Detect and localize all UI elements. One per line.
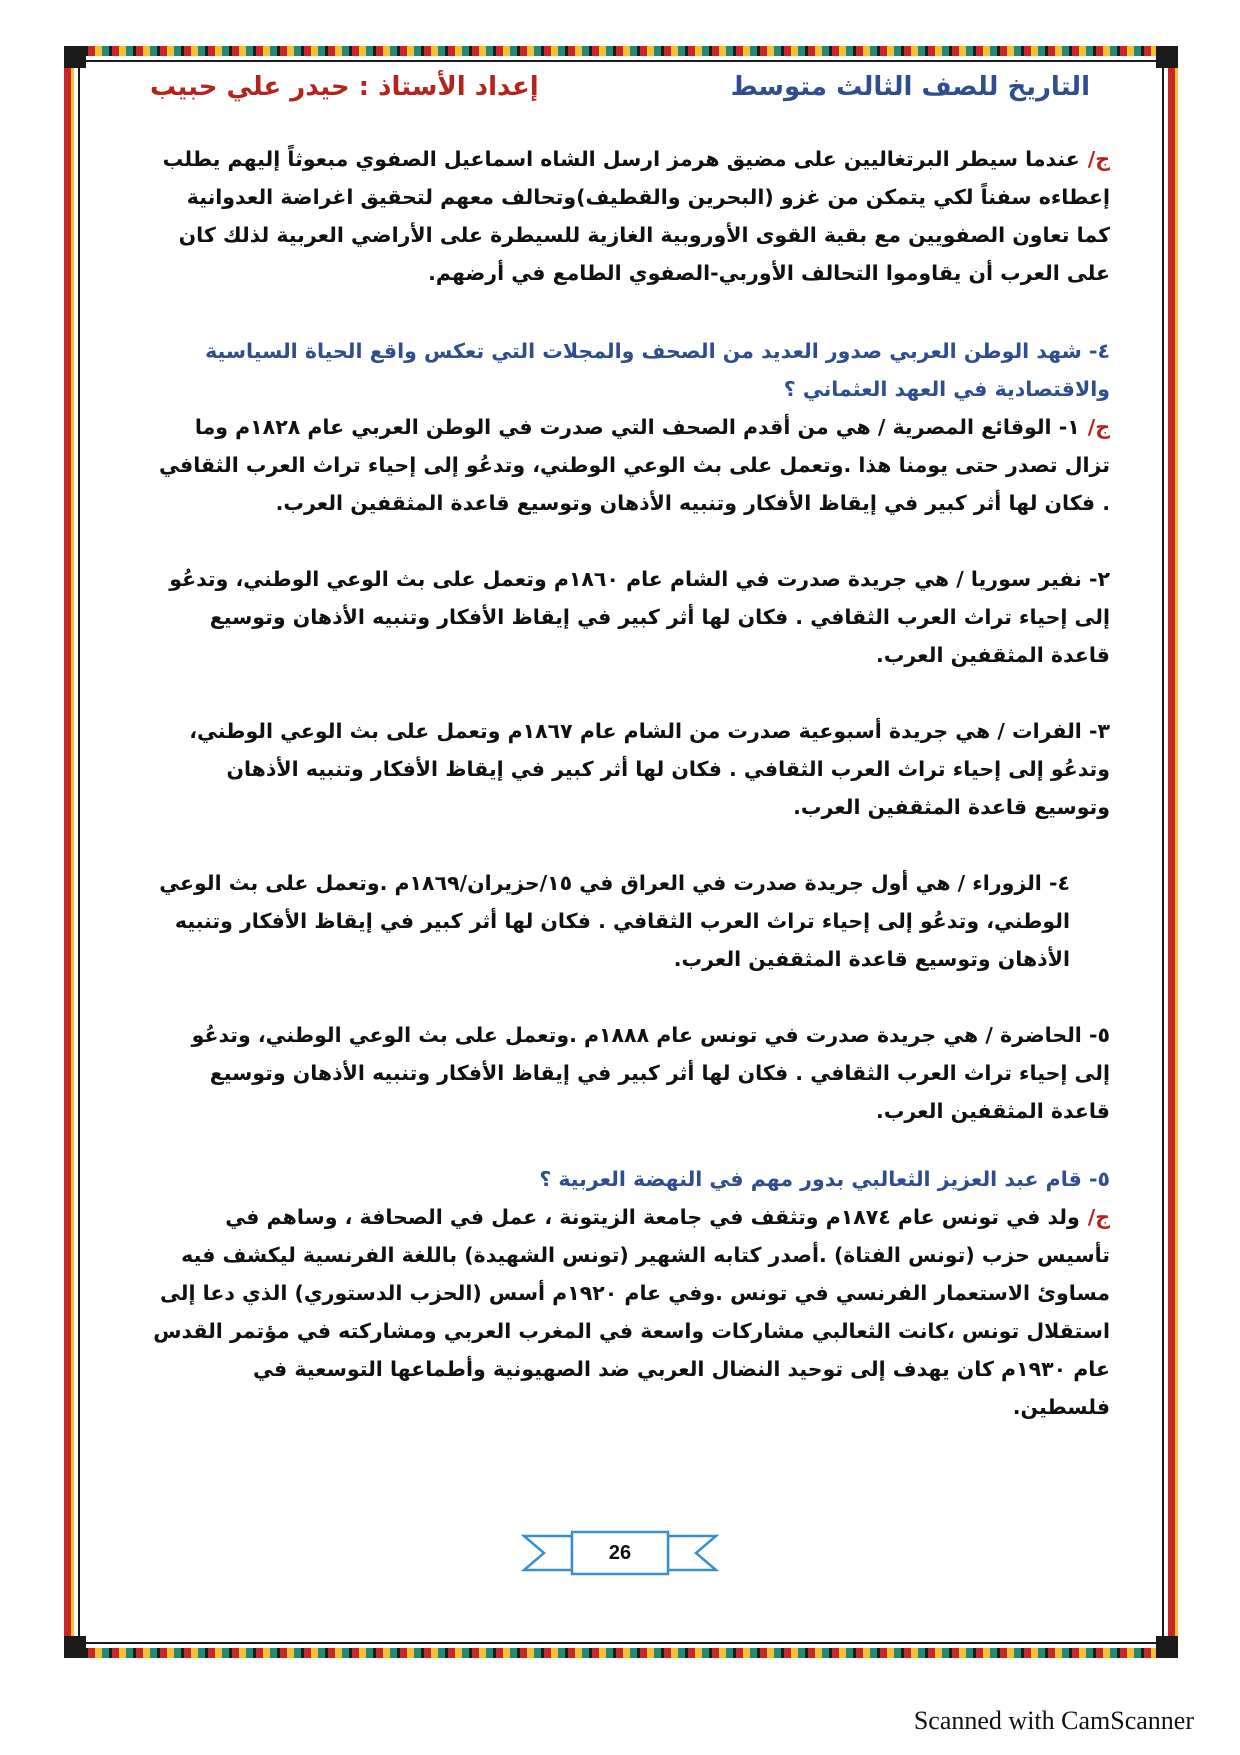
list-item: ٥- الحاضرة / هي جريدة صدرت في تونس عام ١٨٨٨م .وتعمل على بث الوعي الوطني، وتدعُو إلى إحياء تراث العرب الثقافي . فكان لها أثر كبير في إيقاظ الأفكار وتنبيه الأذهان وتوسيع قاعدة المثقفين العرب. — [191, 1023, 1110, 1123]
list-item — [150, 408, 1110, 522]
page-number: 26 — [608, 1542, 632, 1564]
answer-paragraph — [150, 1198, 1110, 1426]
item-text: ١- الوقائع المصرية / هي من أقدم الصحف التي صدرت في الوطن العربي عام ١٨٢٨م وما تزال تصدر حتى يومنا هذا .وتعمل على بث الوعي الوطني، وتدعُو إلى إحياء تراث العرب الثقافي . فكان لها أثر كبير في إيقاظ الأفكار وتنبيه الأذهان وتوسيع قاعدة المثقفين العرب. — [159, 415, 1110, 515]
question-heading: ٥- قام عبد العزيز الثعالبي بدور مهم في النهضة العربية ؟ — [539, 1167, 1110, 1191]
border-corner — [1156, 1636, 1178, 1658]
page-header — [150, 68, 1090, 118]
answer-text: عندما سيطر البرتغاليين على مضيق هرمز ارسل الشاه اسماعيل الصفوي مبعوثاً إليهم يطلب إعطاءه سفناً لكي يتمكن من غزو (البحرين والقطيف)وتحالف معهم لتحقيق اغراضة العدوانية كما تعاون الصفويين مع بقية القوى الأوروبية الغازية للسيطرة على الأراضي العربية لذلك كان على العرب أن يقاوموا التحالف الأوربي-الصفوي الطامع في أرضهم. — [162, 147, 1110, 285]
answer-prefix: ج/ — [1087, 415, 1110, 439]
answer-paragraph — [150, 140, 1110, 292]
answer-text: ولد في تونس عام ١٨٧٤م وتثقف في جامعة الزيتونة ، عمل في الصحافة ، وساهم في تأسيس حزب (تونس الفتاة) .أصدر كتابه الشهير (تونس الشهيدة) باللغة الفرنسية ليكشف فيه مساوئ الاستعمار الفرنسي في تونس .وفي عام ١٩٢٠م أسس (الحزب الدستوري) الذي دعا إلى استقلال تونس ،كانت الثعالبي مشاركات واسعة في المغرب العربي ومشاركته في مؤتمر القدس عام ١٩٣٠م كان يهدف إلى توحيد النضال العربي ضد الصهيونية وأطماعها التوسعية في فلسطين. — [153, 1205, 1110, 1419]
answer-prefix: ج/ — [1087, 1205, 1110, 1229]
border-corner — [64, 1636, 86, 1658]
question-heading: ٤- شهد الوطن العربي صدور العديد من الصحف والمجلات التي تعكس واقع الحياة السياسية والاقتصادية في العهد العثماني ؟ — [205, 339, 1110, 401]
border-corner — [1156, 46, 1178, 68]
subject-title: التاريخ للصف الثالث متوسط — [730, 72, 1090, 102]
page-content — [150, 140, 1110, 1426]
author-credit: إعداد الأستاذ : حيدر علي حبيب — [150, 72, 539, 102]
list-item: ٢- نفير سوريا / هي جريدة صدرت في الشام عام ١٨٦٠م وتعمل على بث الوعي الوطني، وتدعُو إلى إحياء تراث العرب الثقافي . فكان لها أثر كبير في إيقاظ الأفكار وتنبيه الأذهان وتوسيع قاعدة المثقفين العرب. — [169, 567, 1110, 667]
list-item: ٣- الفرات / هي جريدة أسبوعية صدرت من الشام عام ١٨٦٧م وتعمل على بث الوعي الوطني، وتدعُو إلى إحياء تراث العرب الثقافي . فكان لها أثر كبير في إيقاظ الأفكار وتنبيه الأذهان وتوسيع قاعدة المثقفين العرب. — [189, 719, 1110, 819]
border-corner — [64, 46, 86, 68]
list-item: ٤- الزوراء / هي أول جريدة صدرت في العراق في ١٥/حزيران/١٨٦٩م .وتعمل على بث الوعي الوطني، وتدعُو إلى إحياء تراث العرب الثقافي . فكان لها أثر كبير في إيقاظ الأفكار وتنبيه الأذهان وتوسيع قاعدة المثقفين العرب. — [159, 871, 1070, 971]
answer-prefix: ج/ — [1087, 147, 1110, 171]
scanner-watermark: Scanned with CamScanner — [913, 1706, 1194, 1735]
